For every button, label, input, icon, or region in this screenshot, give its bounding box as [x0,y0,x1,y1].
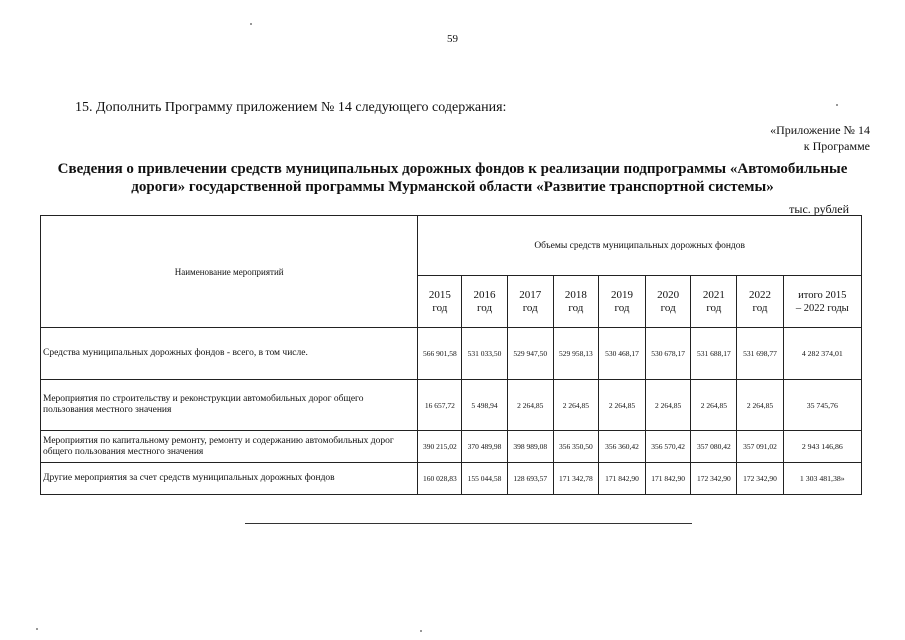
row-name: Мероприятия по капитальному ремонту, ремонту и содержанию автомобильных дорог общего пользования местного значения [41,431,418,463]
total-column-header: итого 2015 – 2022 годы [783,276,861,328]
scan-speck [836,104,838,106]
value-cell: 530 468,17 [598,328,645,380]
value-cell: 2 264,85 [737,380,783,431]
total-cell: 35 745,76 [783,380,861,431]
value-cell: 2 264,85 [507,380,553,431]
value-cell: 357 091,02 [737,431,783,463]
value-cell: 171 842,90 [598,463,645,495]
year-header: 2018 год [553,276,598,328]
value-cell: 531 688,17 [691,328,737,380]
total-cell: 1 303 481,38» [783,463,861,495]
page-number: 59 [447,33,458,45]
scan-speck [36,628,38,630]
value-cell: 172 342,90 [691,463,737,495]
value-cell: 171 342,78 [553,463,598,495]
funding-table [40,215,862,495]
year-header: 2019 год [598,276,645,328]
table-row [41,328,862,380]
year-header: 2020 год [646,276,691,328]
value-cell: 128 693,57 [507,463,553,495]
unit-label: тыс. рублей [789,202,849,216]
value-cell: 566 901,58 [418,328,462,380]
value-cell: 398 989,08 [507,431,553,463]
value-cell: 172 342,90 [737,463,783,495]
closing-rule [245,523,692,524]
value-cell: 356 570,42 [646,431,691,463]
value-cell: 357 080,42 [691,431,737,463]
value-cell: 356 360,42 [598,431,645,463]
value-cell: 155 044,58 [462,463,507,495]
value-cell: 2 264,85 [646,380,691,431]
scan-speck [420,630,422,632]
name-column-header: Наименование мероприятий [41,216,418,328]
volumes-group-header: Объемы средств муниципальных дорожных фондов [418,216,862,276]
year-header: 2016 год [462,276,507,328]
intro-paragraph: 15. Дополнить Программу приложением № 14 следующего содержания: [75,100,507,115]
row-name: Средства муниципальных дорожных фондов - всего, в том числе. [41,328,418,380]
year-header: 2022 год [737,276,783,328]
year-header: 2017 год [507,276,553,328]
value-cell: 2 264,85 [598,380,645,431]
title-line-2: дороги» государственной программы Мурманской области «Развитие транспортной системы» [131,179,774,195]
table-row [41,380,862,431]
annex-line-2: к Программе [803,139,870,153]
year-header: 2021 год [691,276,737,328]
value-cell: 531 698,77 [737,328,783,380]
value-cell: 356 350,50 [553,431,598,463]
scan-speck [250,23,252,25]
value-cell: 16 657,72 [418,380,462,431]
value-cell: 2 264,85 [553,380,598,431]
value-cell: 2 264,85 [691,380,737,431]
value-cell: 160 028,83 [418,463,462,495]
value-cell: 171 842,90 [646,463,691,495]
table-row [41,463,862,495]
value-cell: 530 678,17 [646,328,691,380]
value-cell: 370 489,98 [462,431,507,463]
annex-reference [770,122,870,154]
value-cell: 531 033,50 [462,328,507,380]
value-cell: 529 947,50 [507,328,553,380]
year-header: 2015 год [418,276,462,328]
title-line-1: Сведения о привлечении средств муниципальных дорожных фондов к реализации подпрограммы «Автомобильные [57,161,848,177]
total-cell: 2 943 146,86 [783,431,861,463]
table-row [41,431,862,463]
value-cell: 390 215,02 [418,431,462,463]
document-title [40,160,865,196]
value-cell: 5 498,94 [462,380,507,431]
row-name: Мероприятия по строительству и реконструкции автомобильных дорог общего пользования местного значения [41,380,418,431]
total-cell: 4 282 374,01 [783,328,861,380]
annex-line-1: «Приложение № 14 [770,123,870,137]
value-cell: 529 958,13 [553,328,598,380]
row-name: Другие мероприятия за счет средств муниципальных дорожных фондов [41,463,418,495]
